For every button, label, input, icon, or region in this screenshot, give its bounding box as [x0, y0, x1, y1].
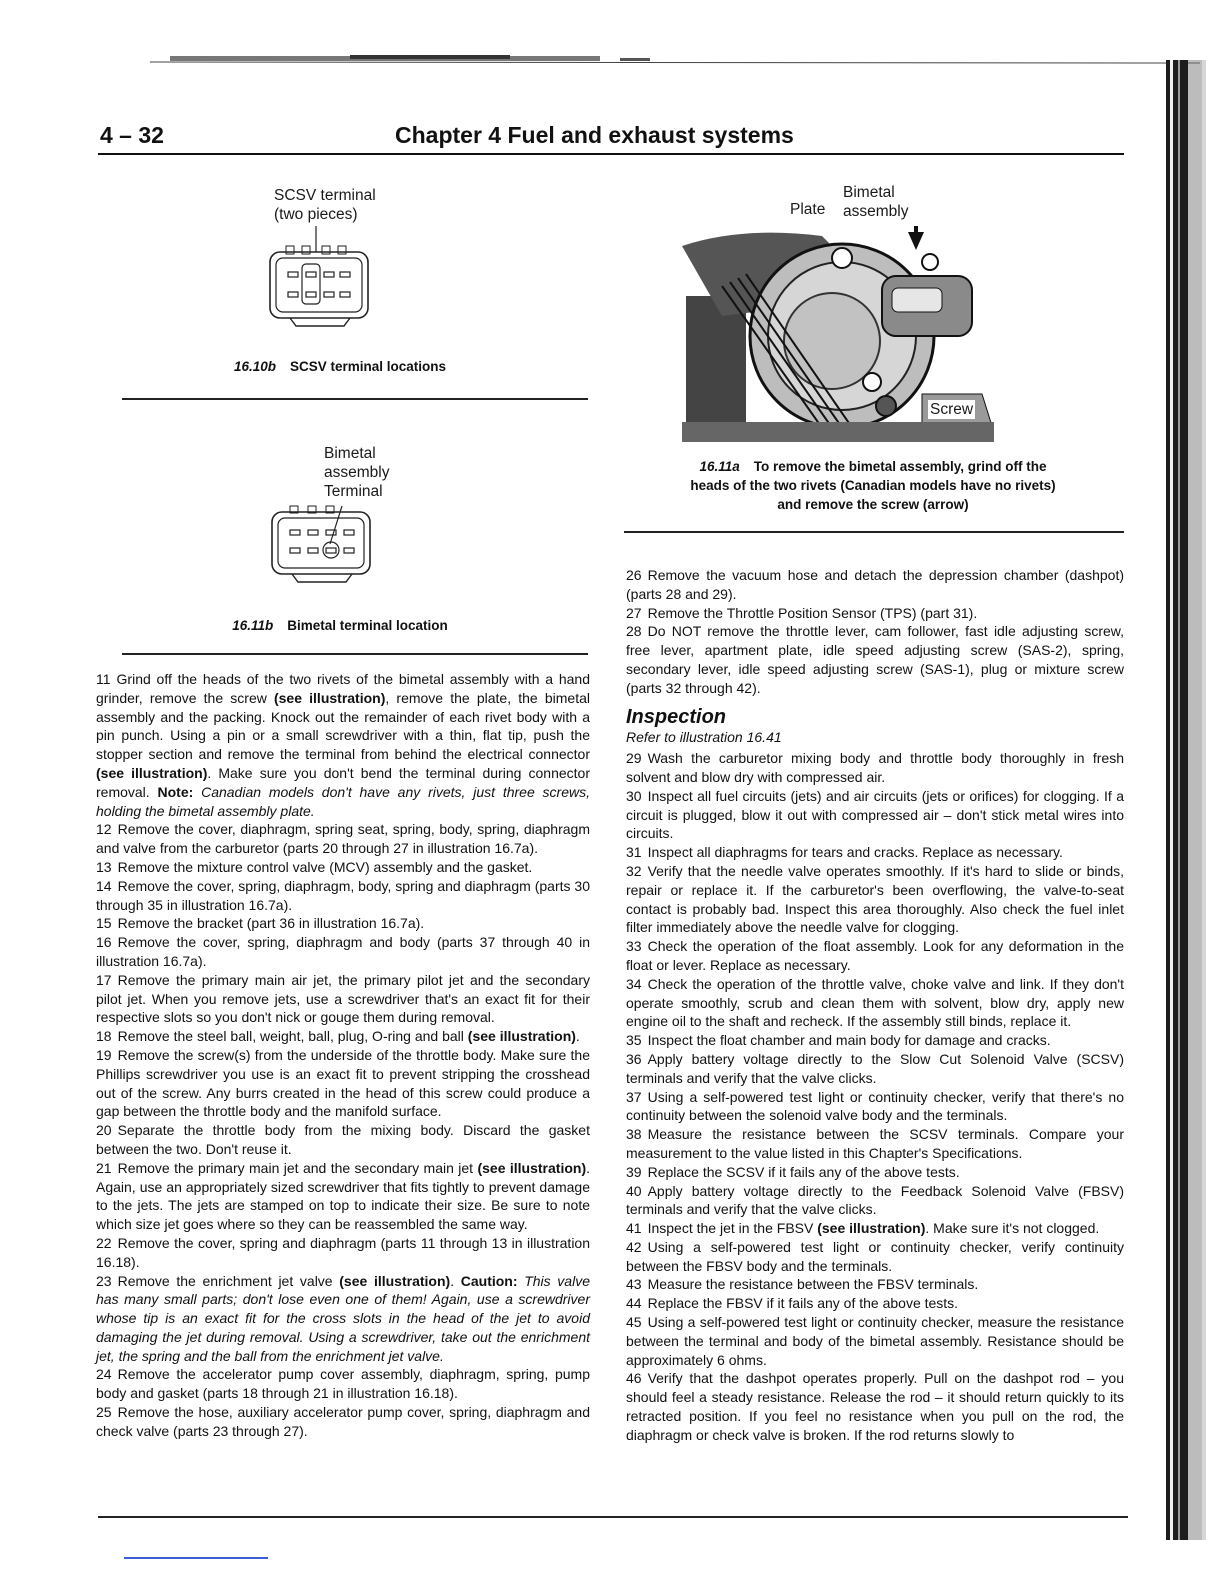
paragraph-30: 30 Inspect all fuel circuits (jets) and air circuits (jets or orifices) for clogging. If a circuit is plugged, blow it out with compressed air – don't stick metal wires into circuits. — [626, 787, 1124, 842]
inspection-reference: Refer to illustration 16.41 — [626, 729, 782, 746]
fig-1610b-label: SCSV terminal (two pieces) — [274, 187, 376, 223]
paragraph-32: 32 Verify that the needle valve operates smoothly. If it's hard to slide or binds, repair or replace it. If the carburetor's been overflowing, the valve-to-seat contact is probably bad. Inspect this area thoroughly. Also check the fuel inlet filter immediately above the needle valve for clogging. — [626, 862, 1124, 936]
page-header — [98, 122, 1124, 156]
paragraph-26: 26 Remove the vacuum hose and detach the depression chamber (dashpot) (parts 28 and 29). — [626, 567, 1124, 602]
paragraph-27: 27 Remove the Throttle Position Sensor (TPS) (part 31). — [626, 604, 978, 621]
figure-separator — [624, 531, 1124, 533]
fig-1610b-caption: 16.10b SCSV terminal locations — [233, 359, 447, 374]
paragraph-20: 20 Separate the throttle body from the mixing body. Discard the gasket between the two. Don't reuse it. — [96, 1122, 590, 1157]
paragraph-40: 40 Apply battery voltage directly to the Feedback Solenoid Valve (FBSV) terminals and verify that the valve clicks. — [626, 1182, 1124, 1218]
paragraph-38: 38 Measure the resistance between the SCSV terminals. Compare your measurement to the value listed in this Chapter's Specifications. — [626, 1126, 1124, 1161]
footer-link-underline — [124, 1557, 268, 1559]
paragraph-41: 41 Inspect the jet in the FBSV (see illustration). Make sure it's not clogged. — [626, 1220, 1100, 1237]
paragraph-43: 43 Measure the resistance between the FBSV terminals. — [626, 1276, 979, 1293]
fig-1611a-caption: 16.11a To remove the bimetal assembly, grind off the heads of the two rivets (Canadian models have no rivets) and remove the screw (arrow) — [690, 459, 1056, 512]
paragraph-22: 22 Remove the cover, spring and diaphragm (parts 11 through 13 in illustration 16.18). — [96, 1234, 590, 1270]
paragraph-34: 34 Check the operation of the throttle valve, choke valve and link. If they don't operate smoothly, scrub and clean them with solvent, blow dry, apply new engine oil to the shaft and recheck. If the assembly still binds, replace it. — [626, 975, 1124, 1030]
paragraph-15: 15 Remove the bracket (part 36 in illustration 16.7a). — [96, 915, 425, 932]
fig-1611a-label-screw: Screw — [930, 401, 974, 418]
paragraph-23: 23 Remove the enrichment jet valve (see illustration). Caution: This valve has many small parts; don't lose even one of them! Again, use a screwdriver whose tip is an exact fit for the cross slots in the head of the jet to avoid damaging the jet during removal. Using a screwdriver, take out the enrichment jet, the spring and the ball from the enrichment jet valve. — [96, 1272, 590, 1364]
figure-separator — [122, 653, 588, 655]
inspection-heading: Inspection — [626, 705, 727, 728]
fig-1611a-label-bimetal: Bimetal assembly — [843, 184, 909, 220]
right-text-column — [626, 566, 1124, 1445]
page-number: 4 – 32 — [100, 122, 164, 148]
scan-binding-edge — [1166, 60, 1224, 1540]
paragraph-25: 25 Remove the hose, auxiliary accelerator pump cover, spring, diaphragm and check valve (parts 23 through 27). — [96, 1404, 590, 1439]
paragraph-12: 12 Remove the cover, diaphragm, spring seat, spring, body, spring, diaphragm and valve from the carburetor (parts 20 through 27 in illustration 16.7a). — [96, 821, 590, 857]
header-rule — [98, 153, 1124, 155]
paragraph-46: 46 Verify that the dashpot operates properly. Pull on the dashpot rod – you should feel a steady resistance. Release the rod – it should return quickly to its retracted position. If you feel no resistance when you pull on the rod, the diaphragm or check valve is broken. If the rod returns slowly to — [626, 1370, 1124, 1443]
chapter-title: Chapter 4 Fuel and exhaust systems — [395, 122, 794, 148]
paragraph-13: 13 Remove the mixture control valve (MCV) assembly and the gasket. — [96, 858, 533, 875]
paragraph-18: 18 Remove the steel ball, weight, ball, plug, O-ring and ball (see illustration). — [96, 1028, 580, 1045]
bimetal-connector-illustration — [262, 500, 382, 586]
scan-artifact-top — [150, 52, 1200, 66]
fig-1611b-caption: 16.11b Bimetal terminal location — [232, 618, 448, 633]
paragraph-33: 33 Check the operation of the float assembly. Look for any deformation in the float or lever. Replace as necessary. — [626, 938, 1124, 973]
paragraph-19: 19 Remove the screw(s) from the underside of the throttle body. Make sure the Phillips screwdriver you use is an exact fit to prevent stripping the crosshead out of the screw. Any burrs created in the head of this screw could produce a gap between the throttle body and the manifold surface. — [96, 1046, 590, 1120]
paragraph-17: 17 Remove the primary main air jet, the primary pilot jet and the secondary pilot jet. When you remove jets, use a screwdriver that's an exact fit for their respective slots so you don't nick or gouge them during removal. — [96, 971, 590, 1026]
fig-1611a-label-plate: Plate — [790, 201, 826, 218]
paragraph-11: 11 Grind off the heads of the two rivets of the bimetal assembly with a hand grinder, remove the screw (see illustration), remove the plate, the bimetal assembly and the packing. Knock out the remainder of each rivet body with a pin punch. Using a pin or a small screwdriver with a thin, flat tip, push the stopper section and remove the terminal from behind the electrical connector (see illustration). Make sure you don't bend the terminal during connector removal. Note: Canadian models don't have any rivets, just three screws, holding the bimetal assembly plate. — [96, 671, 590, 819]
paragraph-28: 28 Do NOT remove the throttle lever, cam follower, fast idle adjusting screw, free lever, apartment plate, idle speed adjusting screw (SAS-2), spring, secondary lever, idle speed adjusting screw (SAS-1), plug or mixture screw (parts 32 through 42). — [626, 623, 1124, 696]
paragraph-42: 42 Using a self-powered test light or continuity checker, verify continuity between the FBSV body and the terminals. — [626, 1238, 1124, 1274]
paragraph-29: 29 Wash the carburetor mixing body and throttle body thoroughly in fresh solvent and blow dry with compressed air. — [626, 750, 1124, 785]
figure-separator — [122, 398, 588, 400]
paragraph-24: 24 Remove the accelerator pump cover assembly, diaphragm, spring, pump body and gasket (parts 18 through 21 in illustration 16.18). — [96, 1366, 590, 1402]
paragraph-36: 36 Apply battery voltage directly to the Slow Cut Solenoid Valve (SCSV) terminals and verify that the valve clicks. — [626, 1050, 1124, 1086]
paragraph-35: 35 Inspect the float chamber and main body for damage and cracks. — [626, 1032, 1051, 1049]
paragraph-45: 45 Using a self-powered test light or continuity checker, measure the resistance between the terminal and body of the bimetal assembly. Resistance should be approximately 6 ohms. — [626, 1314, 1124, 1368]
paragraph-14: 14 Remove the cover, spring, diaphragm, body, spring and diaphragm (parts 30 through 35 in illustration 16.7a). — [96, 877, 590, 913]
footer-rule — [98, 1516, 1128, 1518]
paragraph-31: 31 Inspect all diaphragms for tears and cracks. Replace as necessary. — [626, 844, 1063, 861]
paragraph-44: 44 Replace the FBSV if it fails any of the above tests. — [626, 1295, 959, 1312]
left-text-column — [96, 670, 590, 1441]
paragraph-21: 21 Remove the primary main jet and the secondary main jet (see illustration). Again, use an appropriately sized screwdriver that fits tightly to prevent damage to the jets. The jets are stamped on top to indicate their size. Be sure to note which size jet goes where so they can be reassembled the same way. — [96, 1159, 590, 1233]
paragraph-16: 16 Remove the cover, spring, diaphragm and body (parts 37 through 40 in illustration 16.7a). — [96, 934, 590, 969]
paragraph-39: 39 Replace the SCSV if it fails any of the above tests. — [626, 1163, 960, 1180]
fig-1611b-label: Bimetal assembly Terminal — [324, 445, 390, 500]
scsv-connector-illustration — [260, 226, 380, 330]
paragraph-37: 37 Using a self-powered test light or continuity checker, verify that there's no continuity between the solenoid valve body and the terminals. — [626, 1088, 1124, 1124]
